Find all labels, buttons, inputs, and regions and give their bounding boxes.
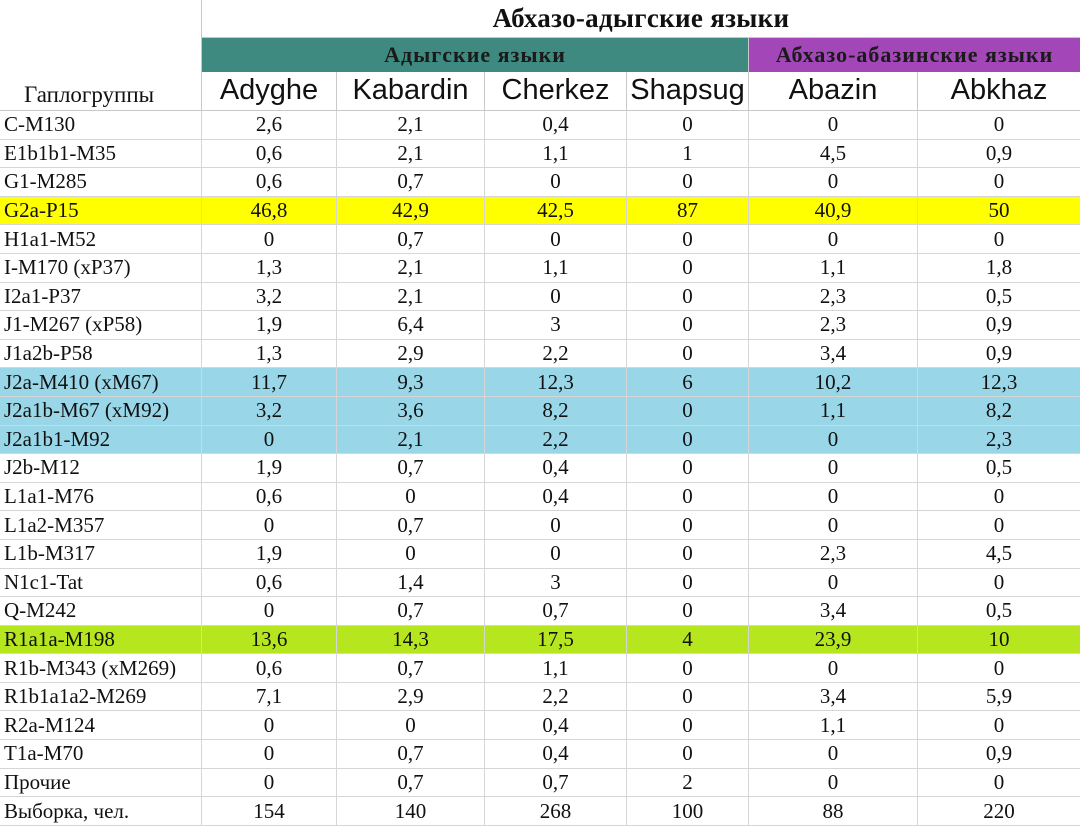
value-cell[interactable]: 3,2 — [202, 397, 337, 425]
value-cell[interactable]: 0 — [627, 426, 749, 454]
value-cell[interactable]: 3,4 — [749, 340, 918, 368]
value-cell[interactable]: 1,1 — [485, 654, 627, 682]
value-cell[interactable]: 0 — [202, 740, 337, 768]
haplogroup-cell[interactable]: J2a1b1-M92 — [0, 426, 202, 454]
value-cell[interactable]: 5,9 — [985, 684, 1013, 709]
value-cell[interactable]: 0 — [749, 769, 918, 797]
value-cell[interactable]: 0,7 — [337, 511, 485, 539]
value-cell[interactable]: 0 — [202, 769, 337, 797]
value-cell[interactable]: 1,1 — [485, 254, 627, 282]
table-row — [0, 483, 1080, 512]
value-cell[interactable]: 87 — [627, 197, 749, 225]
value-cell[interactable]: 0 — [993, 655, 1005, 680]
value-cell[interactable]: 23,9 — [749, 626, 918, 654]
value-cell[interactable]: 10,2 — [749, 368, 918, 396]
table-row — [0, 540, 1080, 569]
value-cell[interactable]: 2,2 — [485, 683, 627, 711]
value-cell[interactable]: 0,4 — [485, 111, 627, 139]
value-cell[interactable]: 2,9 — [337, 683, 485, 711]
value-cell[interactable]: 42,9 — [337, 197, 485, 225]
value-cell[interactable]: 11,7 — [202, 368, 337, 396]
value-cell[interactable]: 12,3 — [980, 369, 1018, 394]
value-cell[interactable]: 0 — [627, 340, 749, 368]
haplogroup-cell[interactable]: J2a-M410 (xM67) — [0, 368, 202, 396]
haplogroup-cell[interactable]: Q-M242 — [0, 597, 202, 625]
value-cell[interactable]: 0 — [993, 712, 1005, 737]
value-cell[interactable]: 4,5 — [985, 541, 1013, 566]
value-cell[interactable]: 7,1 — [202, 683, 337, 711]
value-cell[interactable]: 0 — [202, 511, 337, 539]
haplogroup-cell[interactable]: L1a2-M357 — [0, 511, 202, 539]
group-header-row — [0, 38, 1080, 72]
haplogroup-cell[interactable]: E1b1b1-M35 — [0, 140, 202, 168]
value-cell[interactable]: 0,7 — [485, 597, 627, 625]
column-header-adyghe[interactable]: Adyghe — [202, 72, 337, 110]
table-title[interactable]: Абхазо-адыгские языки — [202, 0, 1080, 38]
table-row — [0, 368, 1080, 397]
haplogroup-cell[interactable]: Прочие — [0, 769, 202, 797]
table-row — [0, 797, 1080, 826]
value-cell[interactable]: 0 — [993, 112, 1005, 137]
value-cell[interactable]: 0 — [485, 168, 627, 196]
value-cell[interactable]: 0,7 — [337, 597, 485, 625]
value-cell[interactable]: 1,3 — [202, 340, 337, 368]
value-cell[interactable]: 0,5 — [985, 455, 1013, 480]
value-cell[interactable]: 0 — [993, 169, 1005, 194]
value-cell[interactable]: 0,4 — [485, 711, 627, 739]
value-cell[interactable]: 0 — [627, 540, 749, 568]
haplogroup-cell[interactable]: T1a-M70 — [0, 740, 202, 768]
value-cell[interactable]: 0 — [627, 254, 749, 282]
value-cell[interactable]: 0,7 — [337, 225, 485, 253]
value-cell[interactable]: 1,3 — [202, 254, 337, 282]
value-cell[interactable]: 0 — [485, 511, 627, 539]
haplogroup-cell[interactable]: L1a1-M76 — [0, 483, 202, 511]
haplogroup-cell[interactable]: I-M170 (xP37) — [0, 254, 202, 282]
value-cell[interactable]: 0 — [627, 483, 749, 511]
value-cell[interactable]: 0 — [202, 225, 337, 253]
value-cell[interactable]: 6,4 — [337, 311, 485, 339]
value-cell[interactable]: 0,9 — [985, 140, 1013, 165]
value-cell[interactable]: 0 — [749, 426, 918, 454]
haplogroup-cell[interactable]: J2b-M12 — [0, 454, 202, 482]
value-cell[interactable]: 1,1 — [749, 397, 918, 425]
table-row — [0, 454, 1080, 483]
value-cell[interactable]: 42,5 — [485, 197, 627, 225]
value-cell[interactable]: 3,4 — [749, 597, 918, 625]
value-cell[interactable]: 0 — [749, 511, 918, 539]
haplogroup-cell[interactable]: G2a-P15 — [0, 197, 202, 225]
haplogroup-cell[interactable]: R1b-M343 (xM269) — [0, 654, 202, 682]
value-cell[interactable]: 9,3 — [337, 368, 485, 396]
value-cell[interactable]: 1,9 — [202, 454, 337, 482]
value-cell[interactable]: 0,9 — [985, 312, 1013, 337]
value-cell[interactable]: 0 — [749, 569, 918, 597]
value-cell[interactable]: 0,7 — [337, 769, 485, 797]
value-cell[interactable]: 2,3 — [749, 540, 918, 568]
value-cell[interactable]: 0 — [749, 111, 918, 139]
value-cell[interactable]: 0 — [627, 740, 749, 768]
column-header-haplogroups[interactable]: Гаплогруппы — [0, 72, 202, 110]
value-cell[interactable]: 0,7 — [337, 168, 485, 196]
value-cell[interactable]: 0,9 — [985, 741, 1013, 766]
value-cell[interactable]: 3,4 — [749, 683, 918, 711]
value-cell[interactable]: 2 — [627, 769, 749, 797]
column-header-shapsug[interactable]: Shapsug — [627, 72, 749, 110]
value-cell[interactable]: 100 — [627, 797, 749, 825]
value-cell[interactable]: 1,9 — [202, 311, 337, 339]
value-cell[interactable]: 14,3 — [337, 626, 485, 654]
value-cell[interactable]: 0 — [627, 569, 749, 597]
table-row — [0, 140, 1080, 169]
value-cell[interactable]: 3 — [485, 311, 627, 339]
value-cell[interactable]: 12,3 — [485, 368, 627, 396]
value-cell[interactable]: 0 — [485, 540, 627, 568]
value-cell[interactable]: 140 — [337, 797, 485, 825]
value-cell[interactable]: 3,6 — [337, 397, 485, 425]
value-cell[interactable]: 0 — [627, 283, 749, 311]
value-cell[interactable]: 0 — [627, 711, 749, 739]
table-row — [0, 311, 1080, 340]
table-row — [0, 340, 1080, 369]
haplogroup-cell[interactable]: J2a1b-M67 (xM92) — [0, 397, 202, 425]
haplogroup-cell[interactable]: G1-M285 — [0, 168, 202, 196]
value-cell[interactable]: 1,9 — [202, 540, 337, 568]
table-row — [0, 654, 1080, 683]
value-cell[interactable]: 3 — [485, 569, 627, 597]
table-row — [0, 397, 1080, 426]
value-cell[interactable]: 0,4 — [485, 740, 627, 768]
value-cell[interactable]: 0 — [627, 225, 749, 253]
value-cell[interactable]: 1,4 — [337, 569, 485, 597]
value-cell[interactable]: 1,1 — [749, 711, 918, 739]
value-cell[interactable]: 0 — [993, 512, 1005, 537]
table-row — [0, 597, 1080, 626]
table-row — [0, 511, 1080, 540]
value-cell[interactable]: 50 — [988, 198, 1010, 223]
value-cell[interactable]: 0,7 — [337, 740, 485, 768]
value-cell[interactable]: 10 — [988, 626, 1010, 651]
value-cell[interactable]: 2,1 — [337, 426, 485, 454]
value-cell[interactable]: 0 — [485, 225, 627, 253]
table-row — [0, 168, 1080, 197]
table-row — [0, 111, 1080, 140]
value-cell[interactable]: 0,6 — [202, 654, 337, 682]
value-cell[interactable]: 8,2 — [485, 397, 627, 425]
title-row-blank-cell[interactable] — [0, 0, 202, 38]
value-cell[interactable]: 46,8 — [202, 197, 337, 225]
value-cell[interactable]: 0,5 — [985, 283, 1013, 308]
haplogroup-cell[interactable]: J1-M267 (xP58) — [0, 311, 202, 339]
value-cell[interactable]: 0 — [749, 654, 918, 682]
value-cell[interactable]: 0 — [993, 484, 1005, 509]
value-cell[interactable]: 0 — [337, 483, 485, 511]
value-cell[interactable]: 40,9 — [749, 197, 918, 225]
table-row — [0, 569, 1080, 598]
value-cell[interactable]: 0 — [627, 454, 749, 482]
column-header-abkhaz[interactable]: Abkhaz — [950, 74, 1048, 106]
haplogroup-cell[interactable]: C-M130 — [0, 111, 202, 139]
haplogroup-cell[interactable]: R1a1a-M198 — [0, 626, 202, 654]
table-row — [0, 626, 1080, 655]
value-cell[interactable]: 0 — [337, 540, 485, 568]
value-cell[interactable]: 0,9 — [985, 341, 1013, 366]
group-row-blank-cell[interactable] — [0, 38, 202, 72]
value-cell[interactable]: 0 — [485, 283, 627, 311]
value-cell[interactable]: 0,6 — [202, 483, 337, 511]
value-cell[interactable]: 0,4 — [485, 454, 627, 482]
value-cell[interactable]: 0 — [993, 769, 1005, 794]
table-row — [0, 769, 1080, 798]
value-cell[interactable]: 2,3 — [749, 283, 918, 311]
value-cell[interactable]: 0,6 — [202, 168, 337, 196]
table-row — [0, 283, 1080, 312]
value-cell[interactable]: 2,3 — [985, 426, 1013, 451]
value-cell[interactable]: 0,7 — [485, 769, 627, 797]
value-cell[interactable]: 3,2 — [202, 283, 337, 311]
value-cell[interactable]: 17,5 — [485, 626, 627, 654]
value-cell[interactable]: 0,7 — [337, 454, 485, 482]
value-cell[interactable]: 0 — [202, 597, 337, 625]
value-cell[interactable]: 268 — [485, 797, 627, 825]
table-row — [0, 254, 1080, 283]
column-header-row — [0, 72, 1080, 111]
value-cell[interactable]: 0,7 — [337, 654, 485, 682]
value-cell[interactable]: 0 — [749, 483, 918, 511]
haplogroup-cell[interactable]: H1a1-M52 — [0, 225, 202, 253]
value-cell[interactable]: 8,2 — [985, 398, 1013, 423]
value-cell[interactable]: 2,1 — [337, 111, 485, 139]
value-cell[interactable]: 0 — [337, 711, 485, 739]
value-cell[interactable]: 4,5 — [749, 140, 918, 168]
value-cell[interactable]: 0 — [749, 740, 918, 768]
value-cell[interactable]: 0 — [627, 111, 749, 139]
haplogroup-cell[interactable]: R2a-M124 — [0, 711, 202, 739]
value-cell[interactable]: 0,6 — [202, 140, 337, 168]
table-row — [0, 740, 1080, 769]
value-cell[interactable]: 0 — [749, 225, 918, 253]
table-row — [0, 426, 1080, 455]
group-header-abkhaz[interactable]: Абхазо-абазинские языки — [749, 38, 1080, 72]
value-cell[interactable]: 0 — [627, 397, 749, 425]
value-cell[interactable]: 154 — [202, 797, 337, 825]
value-cell[interactable]: 220 — [983, 798, 1015, 823]
value-cell[interactable]: 2,2 — [485, 340, 627, 368]
table-row — [0, 197, 1080, 226]
value-cell[interactable]: 2,1 — [337, 254, 485, 282]
value-cell[interactable]: 2,6 — [202, 111, 337, 139]
haplogroup-cell[interactable]: R1b1a1a2-M269 — [0, 683, 202, 711]
haplogroup-cell[interactable]: L1b-M317 — [0, 540, 202, 568]
value-cell[interactable]: 13,6 — [202, 626, 337, 654]
group-header-adyghe[interactable]: Адыгские языки — [202, 38, 749, 72]
column-header-kabardin[interactable]: Kabardin — [337, 72, 485, 110]
value-cell[interactable]: 0 — [627, 511, 749, 539]
value-cell[interactable]: 0,6 — [202, 569, 337, 597]
value-cell[interactable]: 0 — [993, 569, 1005, 594]
value-cell[interactable]: 0 — [627, 654, 749, 682]
value-cell[interactable]: 0 — [627, 168, 749, 196]
value-cell[interactable]: 0 — [202, 711, 337, 739]
value-cell[interactable]: 2,3 — [749, 311, 918, 339]
table-body — [0, 111, 1080, 826]
value-cell[interactable]: 1,1 — [485, 140, 627, 168]
value-cell[interactable]: 0 — [749, 454, 918, 482]
value-cell[interactable]: 2,2 — [485, 426, 627, 454]
value-cell[interactable]: 6 — [627, 368, 749, 396]
haplogroup-cell[interactable]: N1c1-Tat — [0, 569, 202, 597]
value-cell[interactable]: 2,1 — [337, 140, 485, 168]
column-header-abazin[interactable]: Abazin — [749, 72, 918, 110]
value-cell[interactable]: 0 — [627, 311, 749, 339]
value-cell[interactable]: 0 — [627, 597, 749, 625]
value-cell[interactable]: 1,1 — [749, 254, 918, 282]
value-cell[interactable]: 0,4 — [485, 483, 627, 511]
haplogroup-cell[interactable]: Выборка, чел. — [0, 797, 202, 825]
value-cell[interactable]: 0 — [627, 683, 749, 711]
value-cell[interactable]: 88 — [749, 797, 918, 825]
value-cell[interactable]: 0 — [749, 168, 918, 196]
value-cell[interactable]: 1 — [627, 140, 749, 168]
table-row — [0, 225, 1080, 254]
column-header-cherkez[interactable]: Cherkez — [485, 72, 627, 110]
value-cell[interactable]: 2,9 — [337, 340, 485, 368]
value-cell[interactable]: 0,5 — [985, 598, 1013, 623]
table-row — [0, 711, 1080, 740]
title-row — [0, 0, 1080, 38]
haplogroup-cell[interactable]: J1a2b-P58 — [0, 340, 202, 368]
haplogroup-cell[interactable]: I2a1-P37 — [0, 283, 202, 311]
table-row — [0, 683, 1080, 712]
value-cell[interactable]: 2,1 — [337, 283, 485, 311]
value-cell[interactable]: 4 — [627, 626, 749, 654]
value-cell[interactable]: 0 — [993, 226, 1005, 251]
value-cell[interactable]: 0 — [202, 426, 337, 454]
value-cell[interactable]: 1,8 — [985, 255, 1013, 280]
